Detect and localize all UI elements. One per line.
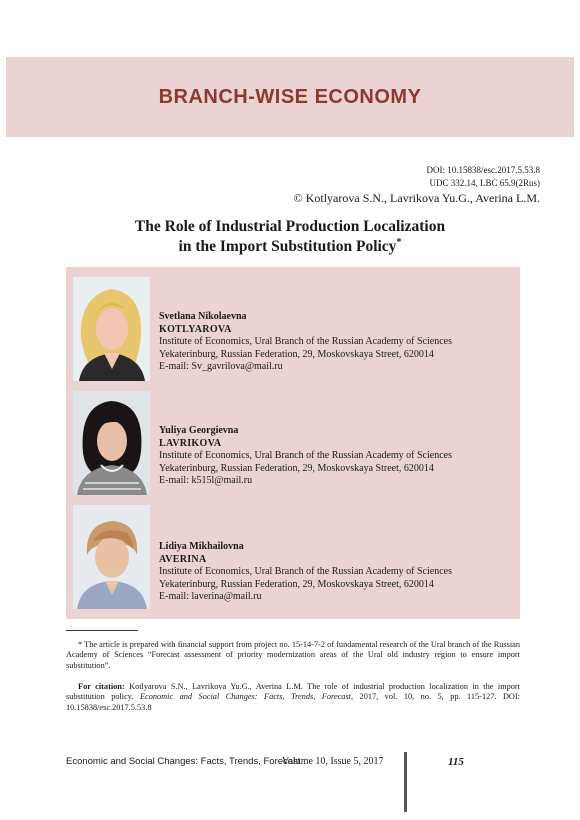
author-address: Yekaterinburg, Russian Federation, 29, Moskovskaya Street, 620014 [159,578,434,590]
citation-tail: , 2017, vol. 10, no. 5, pp. 115-127. DOI: 10.15838/esc.2017.5.53.8 [66,692,520,712]
citation-text: Kotlyarova S.N., Lavrikova Yu.G., Averina L.M. The role of industrial production localization in the import substitution policy. [66,682,520,702]
article-title-line-1: The Role of Industrial Production Localization [134,218,446,235]
citation-label: For citation: [78,682,125,691]
author-card [66,505,520,617]
authors-panel [66,267,520,619]
title-footnote-marker: * [396,237,402,248]
author-email: E-mail: Sv_gavrilova@mail.ru [159,361,283,373]
doi-line: DOI: 10.15838/esc.2017.5.53.8 [426,165,540,175]
author-given-name: Svetlana Nikolaevna [159,311,247,322]
udc-line: UDC 332.14, LBC 65.9(2Rus) [429,178,540,188]
author-institute: Institute of Economics, Ural Branch of the Russian Academy of Sciences [159,336,452,348]
footer-journal: Economic and Social Changes: Facts, Trends, Forecast [66,756,301,767]
author-institute: Institute of Economics, Ural Branch of the Russian Academy of Sciences [159,450,452,462]
author-photo [73,277,150,381]
citation-footnote [66,682,520,713]
section-title: BRANCH-WISE ECONOMY [158,86,422,108]
article-title-line-2 [0,237,580,256]
author-given-name: Lidiya Mikhailovna [159,541,244,552]
author-email: E-mail: laverina@mail.ru [159,591,262,603]
author-given-name: Yuliya Georgievna [159,425,239,436]
copyright-line: © Kotlyarova S.N., Lavrikova Yu.G., Averina L.M. [293,191,540,205]
author-photo [73,391,150,495]
author-photo [73,505,150,609]
citation-journal: Economic and Social Changes: Facts, Trends, Forecast [139,692,351,702]
author-family-name: AVERINA [159,553,207,565]
author-family-name: LAVRIKOVA [159,437,222,449]
page-number: 115 [448,756,464,768]
author-email: E-mail: k515l@mail.ru [159,475,253,487]
author-card [66,391,520,503]
author-address: Yekaterinburg, Russian Federation, 29, Moskovskaya Street, 620014 [159,348,434,360]
author-info [159,541,452,604]
author-institute: Institute of Economics, Ural Branch of the Russian Academy of Sciences [159,566,452,578]
author-family-name: KOTLYAROVA [159,323,232,335]
footer-volume: Volume 10, Issue 5, 2017 [282,756,384,767]
funding-footnote: * The article is prepared with financial support from project no. 15-14-7-2 of fundamental research of the Ural branch of the Russian Academy of Sciences “Forecast assessment of priority modernization areas of the Ural old industry region to ensure import substitution”. [66,640,520,670]
footnote-rule [66,630,138,631]
author-info [159,425,452,488]
author-address: Yekaterinburg, Russian Federation, 29, Moskovskaya Street, 620014 [159,462,434,474]
author-info [159,311,452,374]
footer-divider [404,752,407,812]
author-card [66,277,520,389]
article-title-text: in the Import Substitution Policy [178,238,397,256]
section-header [6,57,574,137]
